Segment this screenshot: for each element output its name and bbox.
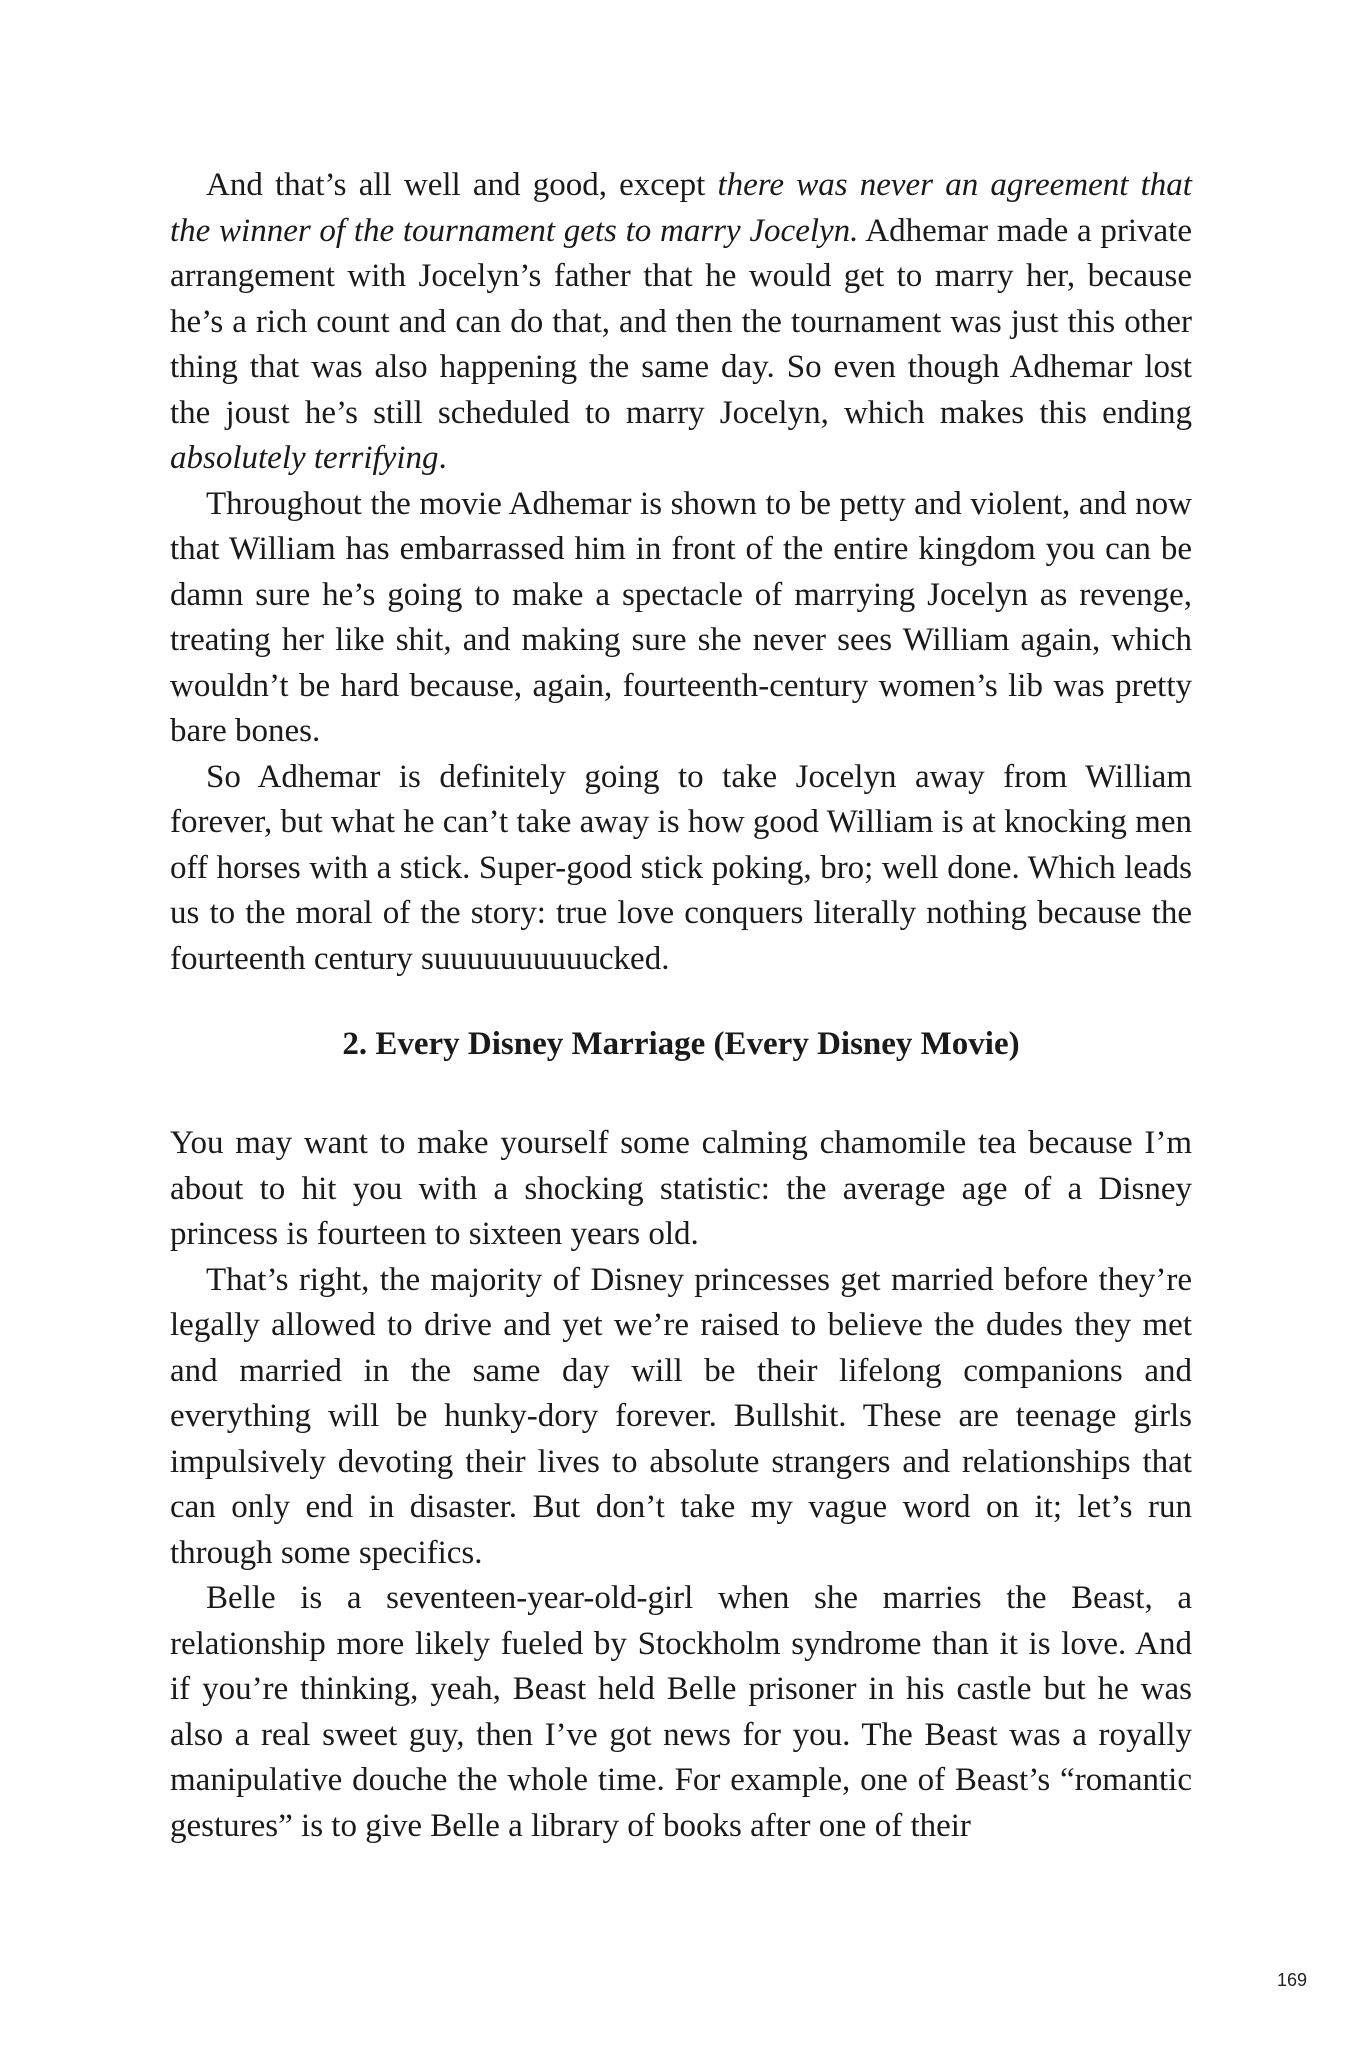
- top-text-block: [170, 163, 1192, 982]
- text-run: And that’s all well and good, except: [206, 167, 718, 203]
- bottom-text-block: [170, 1121, 1192, 1849]
- paragraph-teenage-marriages: That’s right, the majority of Disney princesses get married before they’re legally allowed to drive and yet we’re raised to believe the dudes they met and married in the same day will be their lifelong companions and everything will be hunky-dory forever. Bullshit. These are teenage girls impulsively devoting their lives to absolute strangers and relationships that can only end in disaster. But don’t take my vague word on it; let’s run through some specifics.: [170, 1261, 1192, 1571]
- paragraph-tournament-agreement: [170, 163, 1192, 482]
- text-run: Adhemar made a private arrangement with Jocelyn’s father that he would get to marry her, because he’s a rich count and can do that, and then the tournament was just this other thing that was also happening the same day. So even though Adhemar lost the joust he’s still scheduled to marry Jocelyn, which makes this ending: [170, 212, 1192, 431]
- italic-emphasis: there was never an agreement that the winner of the tournament gets to marry Jocelyn.: [170, 167, 1192, 249]
- paragraph-statistic: You may want to make yourself some calming chamomile tea because I’m about to hit you with a shocking statistic: the average age of a Disney princess is fourteen to sixteen years old.: [170, 1125, 1192, 1252]
- italic-emphasis: absolutely terrifying: [170, 440, 439, 476]
- paragraph-adhemar-revenge: Throughout the movie Adhemar is shown to be petty and violent, and now that William has embarrassed him in front of the entire kingdom you can be damn sure he’s going to make a spectacle of marrying Jocelyn as revenge, treating her like shit, and making sure she never sees William again, which wouldn’t be hard because, again, fourteenth-century women’s lib was pretty bare bones.: [170, 485, 1192, 749]
- section-heading: 2. Every Disney Marriage (Every Disney Movie): [342, 1026, 1020, 1062]
- paragraph-belle-beast: Belle is a seventeen-year-old-girl when she marries the Beast, a relationship more likely fueled by Stockholm syndrome than it is love. And if you’re thinking, yeah, Beast held Belle prisoner in his castle but he was also a real sweet guy, then I’ve got news for you. The Beast was a royally manipulative douche the whole time. For example, one of Beast’s “romantic gestures” is to give Belle a library of books after one of their: [170, 1580, 1192, 1844]
- page-number: 169: [1276, 1970, 1307, 1990]
- text-run: .: [438, 440, 447, 476]
- paragraph-moral-of-story: So Adhemar is definitely going to take Jocelyn away from William forever, but what he can’t take away is how good William is at knocking men off horses with a stick. Super-good stick poking, bro; well done. Which leads us to the moral of the story: true love conquers literally nothing because the fourteenth century suuuuuuuuuucked.: [170, 758, 1192, 977]
